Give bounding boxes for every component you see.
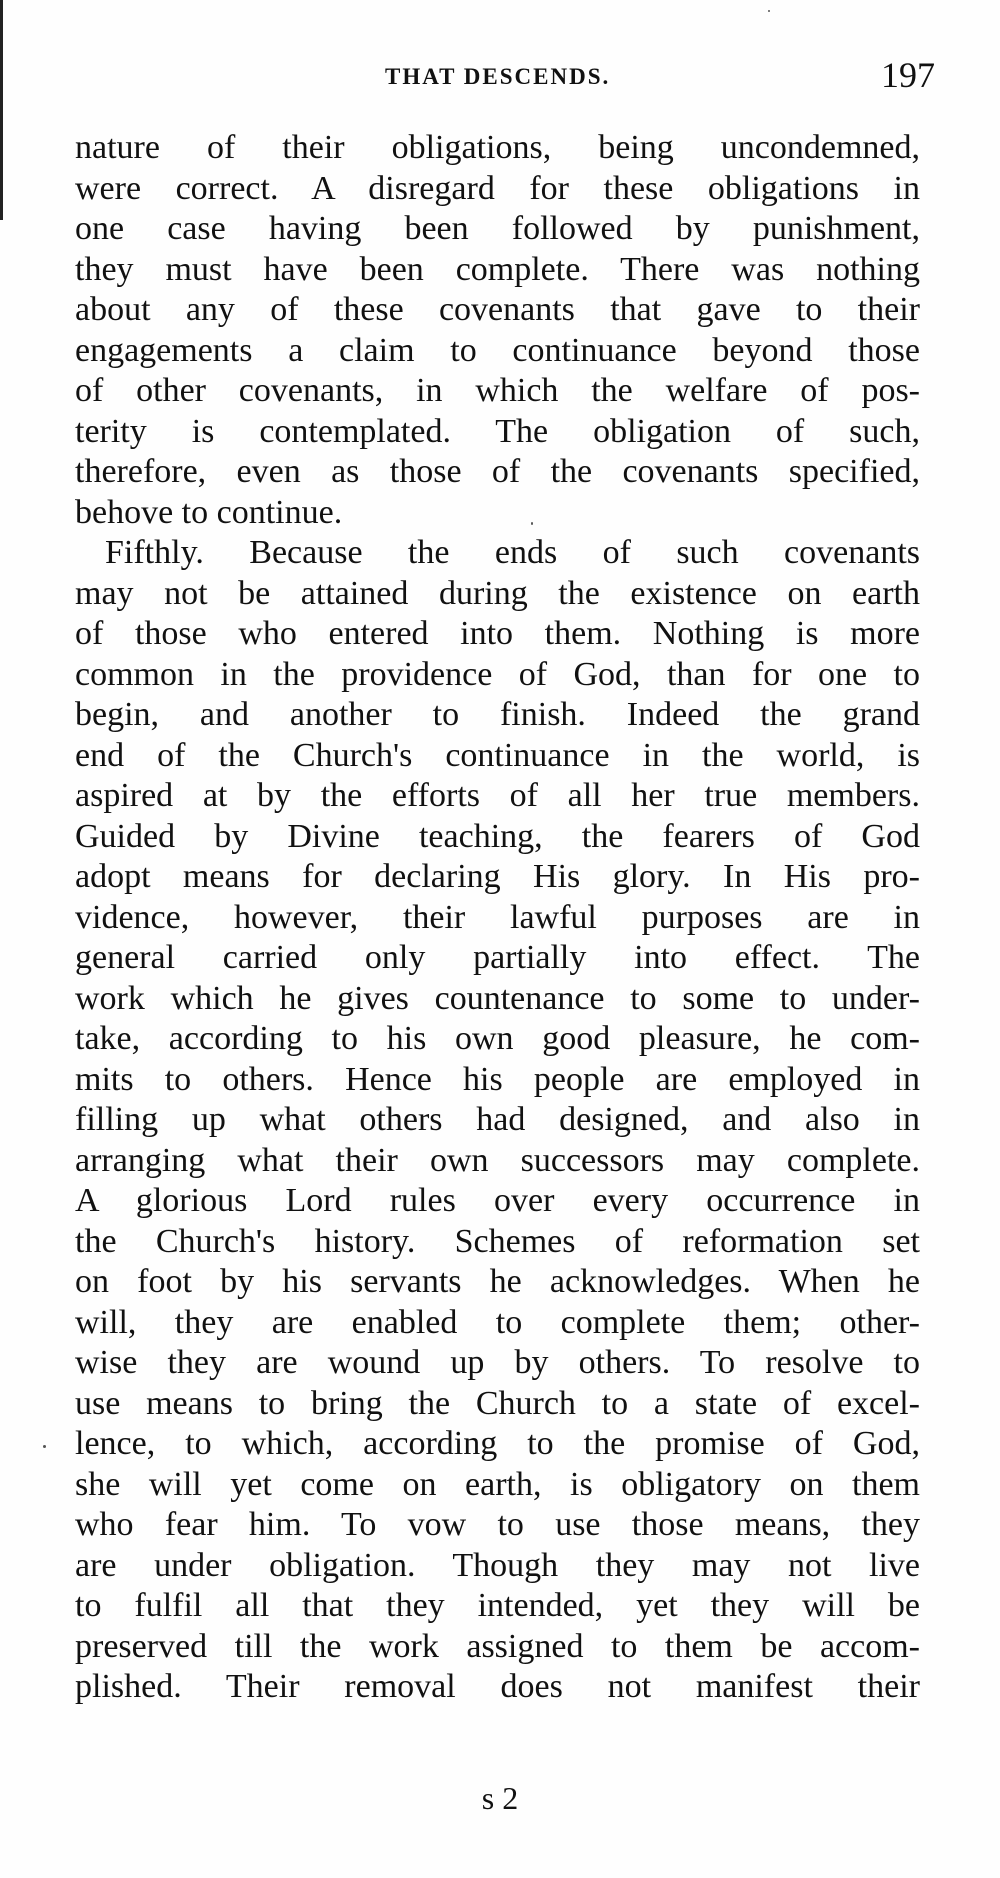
text-line: behove to continue. [75, 493, 343, 531]
text-line: of other covenants, in which the welfare of pos- [75, 372, 920, 409]
text-line: use means to bring the Church to a state of excel- [75, 1384, 920, 1422]
text-line: wise they are wound up by others. To resolve to [75, 1344, 920, 1381]
text-line: to fulfil all that they intended, yet they will be [75, 1587, 920, 1624]
text-line: nature of their obligations, being uncondemned, [75, 129, 920, 166]
text-line: therefore, even as those of the covenants specified, [75, 453, 920, 490]
text-line: engagements a claim to continuance beyond those [75, 331, 920, 369]
text-line: are under obligation. Though they may not live [75, 1546, 920, 1584]
text-line: about any of these covenants that gave to their [75, 291, 920, 328]
text-line: will, they are enabled to complete them; other- [75, 1303, 920, 1341]
text-line: were correct. A disregard for these obligations in [75, 169, 920, 207]
text-line: common in the providence of God, than for one to [75, 655, 920, 693]
text-line: the Church's history. Schemes of reformation set [75, 1222, 920, 1260]
body-text [75, 128, 920, 1708]
text-line: arranging what their own successors may complete. [75, 1141, 920, 1179]
text-line: one case having been followed by punishment, [75, 210, 920, 247]
paragraph-fifthly [75, 533, 920, 1708]
text-line: work which he gives countenance to some to under- [75, 979, 920, 1017]
text-line: Guided by Divine teaching, the fearers of God [75, 817, 920, 855]
text-line: terity is contemplated. The obligation of such, [75, 412, 920, 450]
text-line: preserved till the work assigned to them be accom- [75, 1627, 920, 1665]
paragraph-continued [75, 128, 920, 533]
text-line: take, according to his own good pleasure, he com- [75, 1020, 920, 1057]
text-line: plished. Their removal does not manifest their [75, 1668, 920, 1705]
text-line: of those who entered into them. Nothing is more [75, 615, 920, 652]
text-line: A glorious Lord rules over every occurrence in [75, 1182, 920, 1219]
speck [768, 10, 770, 12]
text-line: aspired at by the efforts of all her true members. [75, 777, 920, 814]
running-head [0, 54, 1000, 104]
text-line: she will yet come on earth, is obligatory on them [75, 1465, 920, 1503]
text-line: end of the Church's continuance in the world, is [75, 736, 920, 774]
page-number: 197 [881, 55, 935, 95]
binding-edge-mark [0, 0, 3, 220]
text-line: they must have been complete. There was nothing [75, 250, 920, 288]
text-line: who fear him. To vow to use those means, they [75, 1506, 920, 1543]
text-line: on foot by his servants he acknowledges. When he [75, 1263, 920, 1300]
speck [43, 1445, 46, 1448]
text-line: begin, and another to finish. Indeed the grand [75, 696, 920, 733]
text-line: Fifthly. Because the ends of such covenants [105, 534, 920, 571]
text-line: vidence, however, their lawful purposes are in [75, 898, 920, 936]
text-line: mits to others. Hence his people are employed in [75, 1060, 920, 1098]
signature-mark: s 2 [481, 1780, 519, 1816]
text-line: adopt means for declaring His glory. In His pro- [75, 858, 920, 895]
text-line: filling up what others had designed, and also in [75, 1101, 920, 1138]
text-line: may not be attained during the existence on earth [75, 574, 920, 612]
text-line: general carried only partially into effect. The [75, 939, 920, 976]
text-line: lence, to which, according to the promise of God, [75, 1425, 920, 1462]
running-head-title: THAT DESCENDS. [385, 64, 611, 89]
